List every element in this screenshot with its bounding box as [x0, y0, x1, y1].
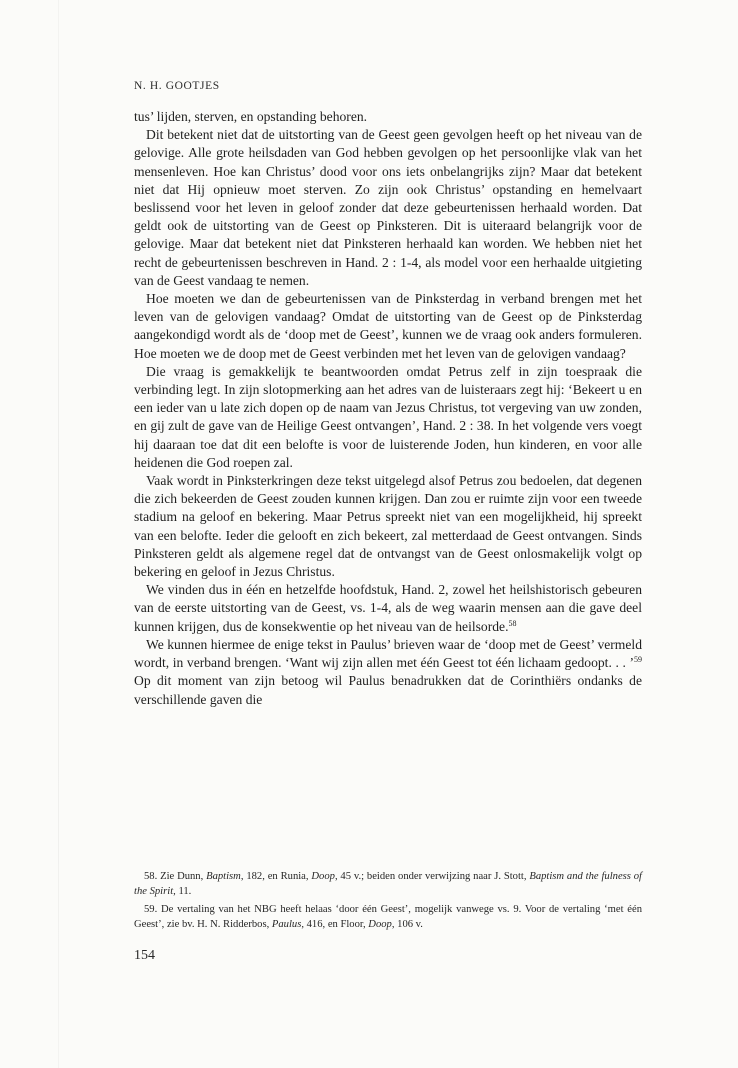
footnote-59-title: Doop [368, 918, 392, 930]
footnote-58-number: 58. [144, 871, 158, 882]
footnote-58-text: , 182, en Runia, [240, 871, 312, 882]
page-number: 154 [134, 948, 155, 963]
footnote-58-text: Zie Dunn, [157, 871, 207, 882]
footnote-59-text: , 416, en Floor, [301, 918, 369, 930]
paragraph-7-text-a: We kunnen hiermee de enige tekst in Paulus’ brieven waar de ‘doop met de Geest’ vermeld wordt, in verband brengen. ‘Want wij zijn allen met één Geest tot één lichaam gedoopt. . . ’ [134, 636, 642, 671]
paragraph-5: Vaak wordt in Pinksterkringen deze tekst uitgelegd alsof Petrus zou bedoelen, dat degenen die zich bekeerden de Geest zouden kunnen krijgen. Dan zou er ruimte zijn voor een tweede stadium na geloof en bekering. Maar Petrus spreekt niet van een mogelijkheid, hij spreekt van een belofte. Ieder die gelooft en zich bekeert, zal metterdaad de Geest ontvangen. Sinds Pinksteren geldt als algemene regel dat de ontvangst van de Geest onlosmakelijk volgt op bekering en geloof in Jezus Christus. [134, 473, 642, 580]
paragraph-7-text-b: Op dit moment van zijn betoog wil Paulus benadrukken dat de Corinthiërs ondanks de verschillende gaven die [134, 673, 642, 707]
footnote-58-text: , 45 v.; beiden onder verwijzing naar J. Stott, [334, 871, 530, 882]
paragraph-4: Die vraag is gemakkelijk te beantwoorden omdat Petrus zelf in zijn toespraak die verbinding legt. In zijn slotopmerking aan het adres van de luisteraars zegt hij: ‘Bekeert u en een ieder van u late zich dopen op de naam van Jezus Christus, tot vergeving van uw zonden, en gij zult de gave van de Heilige Geest ontvangen’, Hand. 2 : 38. In het volgende vers voegt hij daaraan toe dat dit een belofte is voor de luisterende Joden, hun kinderen, en voor alle heidenen die God roepen zal. [134, 363, 642, 470]
footnotes [134, 870, 642, 936]
paragraph-6-text: We vinden dus in één en hetzelfde hoofdstuk, Hand. 2, zowel het heilshistorisch gebeuren van de eerste uitstorting van de Geest, vs. 1-4, als de weg waarin mensen aan die gave deel kunnen krijgen, dus de konsekwentie op het niveau van de heilsorde. [134, 582, 642, 634]
paragraph-6 [134, 581, 642, 636]
running-head: N. H. GOOTJES [134, 80, 220, 92]
footnote-59-title: Paulus [271, 918, 302, 930]
footnote-ref-59[interactable]: 59 [634, 655, 642, 665]
footnote-58-title: Doop [311, 871, 335, 882]
footnote-59 [134, 903, 642, 932]
footnote-59-text: , 106 v. [391, 918, 423, 930]
paragraph-2: Dit betekent niet dat de uitstorting van de Geest geen gevolgen heeft op het niveau van de gelovige. Alle grote heilsdaden van God hebben gevolgen op het persoonlijke vlak van het mensenleven. Hoe kan Christus’ dood voor ons iets onbelangrijks zijn? Maar dat betekent niet dat Hij opnieuw moet sterven. Zo zijn ook Christus’ opstanding en hemelvaart beslissend voor het leven in geloof zonder dat deze gebeurtenissen herhaald worden. Dat geldt ook de uitstorting van de Geest op Pinksteren. Dit is uiteraard belangrijk voor de gelovige. Maar dat betekent niet dat Pinksteren herhaald kan worden. We hebben niet het recht de gebeurtenissen beschreven in Hand. 2 : 1-4, als model voor een herhaalde uitgieting van de Geest vandaag te nemen. [134, 127, 642, 288]
footnote-58-title: Baptism and the fulness of the Spirit [134, 871, 642, 897]
footnote-58 [134, 870, 642, 899]
footnote-59-text: De vertaling van het NBG heeft helaas ‘door één Geest’, mogelijk vanwege vs. 9. Voor de vertaling ‘met één Geest’, zie bv. H. N. Ridderbos, [134, 904, 642, 930]
footnote-ref-58[interactable]: 58 [508, 618, 517, 628]
body-text [134, 108, 642, 709]
paragraph-1: tus’ lijden, sterven, en opstanding behoren. [134, 109, 368, 124]
footnote-59-number: 59. [144, 904, 158, 916]
scan-fold-mark [58, 0, 59, 1068]
footnote-58-text: , 11. [173, 885, 192, 897]
footnote-58-title: Baptism [206, 871, 241, 882]
paragraph-3: Hoe moeten we dan de gebeurtenissen van de Pinksterdag in verband brengen met het leven van de gelovigen vandaag? Omdat de uitstorting van de Geest op de Pinksterdag aangekondigd wordt als de ‘doop met de Geest’, kunnen we de vraag ook anders formuleren. Hoe moeten we de doop met de Geest verbinden met het leven van de gelovigen vandaag? [134, 291, 642, 361]
paragraph-7 [134, 636, 642, 709]
